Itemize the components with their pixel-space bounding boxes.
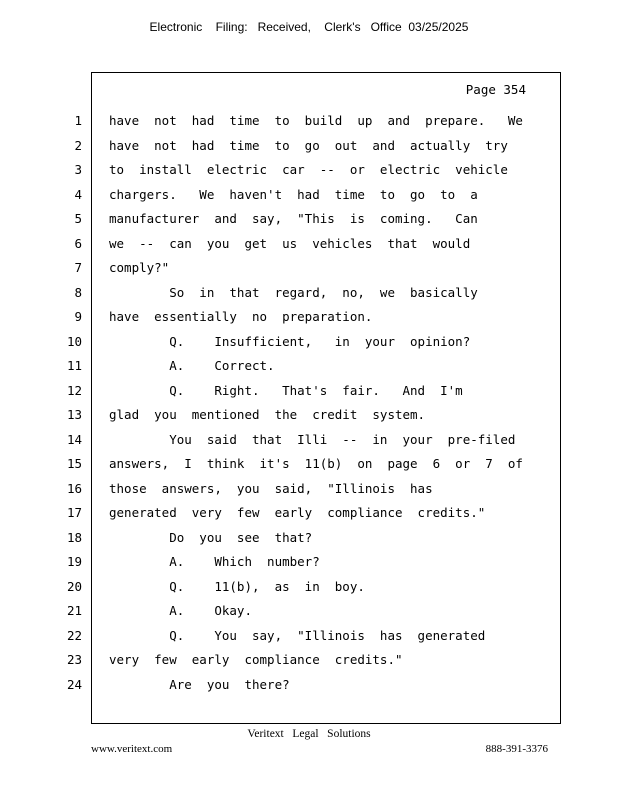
line-text: very few early compliance credits." <box>109 652 403 667</box>
line-text: Q. Right. That's fair. And I'm <box>109 382 463 398</box>
line-number: 19 <box>66 554 82 569</box>
line-number: 11 <box>66 358 82 373</box>
transcript-line <box>0 501 618 526</box>
line-text: manufacturer and say, "This is coming. Can <box>109 211 478 226</box>
line-number: 2 <box>74 137 82 153</box>
line-number: 8 <box>74 284 82 300</box>
transcript-line <box>0 109 618 134</box>
transcript-line <box>0 232 618 257</box>
line-number: 9 <box>74 309 82 324</box>
line-text: we -- can you get us vehicles that would <box>109 235 471 251</box>
line-text: Are you there? <box>109 676 290 692</box>
line-text: have not had time to build up and prepare. We <box>109 113 523 128</box>
line-number: 5 <box>74 211 82 226</box>
line-number: 3 <box>74 162 82 177</box>
transcript-line <box>0 281 618 306</box>
transcript-line <box>0 550 618 575</box>
transcript-body <box>0 109 618 697</box>
line-text: glad you mentioned the credit system. <box>109 407 426 422</box>
transcript-line <box>0 428 618 453</box>
transcript-line <box>0 477 618 502</box>
transcript-line <box>0 158 618 183</box>
line-text: generated very few early compliance credits." <box>109 505 486 520</box>
transcript-line <box>0 403 618 428</box>
line-number: 16 <box>66 480 82 496</box>
line-text: A. Okay. <box>109 603 252 618</box>
transcript-line <box>0 256 618 281</box>
line-text: chargers. We haven't had time to go to a <box>109 186 478 202</box>
footer-company: Veritext Legal Solutions <box>247 728 371 740</box>
line-number: 22 <box>66 627 82 643</box>
line-number: 17 <box>66 505 82 520</box>
line-text: have not had time to go out and actually try <box>109 137 508 153</box>
line-text: Do you see that? <box>109 529 313 545</box>
transcript-line <box>0 452 618 477</box>
transcript-line <box>0 648 618 673</box>
line-text: comply?" <box>109 260 170 275</box>
transcript-line <box>0 134 618 159</box>
line-number: 23 <box>66 652 82 667</box>
line-number: 6 <box>74 235 82 251</box>
line-text: to install electric car -- or electric vehicle <box>109 162 508 177</box>
line-text: Q. Insufficient, in your opinion? <box>109 333 471 349</box>
filing-stamp-header: Electronic Filing: Received, Clerk's Office 03/25/2025 <box>149 20 469 34</box>
line-text: A. Correct. <box>109 358 275 373</box>
page-number: Page 354 <box>465 82 526 97</box>
transcript-line <box>0 673 618 698</box>
line-text: Q. You say, "Illinois has generated <box>109 627 486 643</box>
transcript-line <box>0 379 618 404</box>
line-text: answers, I think it's 11(b) on page 6 or 7 of <box>109 456 523 471</box>
line-number: 7 <box>74 260 82 275</box>
line-number: 1 <box>74 113 82 128</box>
transcript-line <box>0 183 618 208</box>
line-number: 24 <box>66 676 82 692</box>
line-number: 12 <box>66 382 82 398</box>
line-number: 13 <box>66 407 82 422</box>
transcript-line <box>0 330 618 355</box>
line-number: 20 <box>66 578 82 594</box>
transcript-line <box>0 526 618 551</box>
line-number: 21 <box>66 603 82 618</box>
line-text: A. Which number? <box>109 554 320 569</box>
transcript-line <box>0 575 618 600</box>
transcript-line <box>0 305 618 330</box>
line-number: 4 <box>74 186 82 202</box>
line-number: 14 <box>66 431 82 447</box>
line-text: So in that regard, no, we basically <box>109 284 478 300</box>
transcript-line <box>0 354 618 379</box>
line-text: those answers, you said, "Illinois has <box>109 480 433 496</box>
transcript-line <box>0 207 618 232</box>
line-text: Q. 11(b), as in boy. <box>109 578 365 594</box>
footer-phone: 888-391-3376 <box>485 743 548 755</box>
transcript-line <box>0 624 618 649</box>
line-text: You said that Illi -- in your pre-filed <box>109 431 516 447</box>
transcript-line <box>0 599 618 624</box>
line-number: 10 <box>66 333 82 349</box>
line-number: 18 <box>66 529 82 545</box>
footer-website: www.veritext.com <box>91 743 173 755</box>
line-text: have essentially no preparation. <box>109 309 373 324</box>
line-number: 15 <box>66 456 82 471</box>
